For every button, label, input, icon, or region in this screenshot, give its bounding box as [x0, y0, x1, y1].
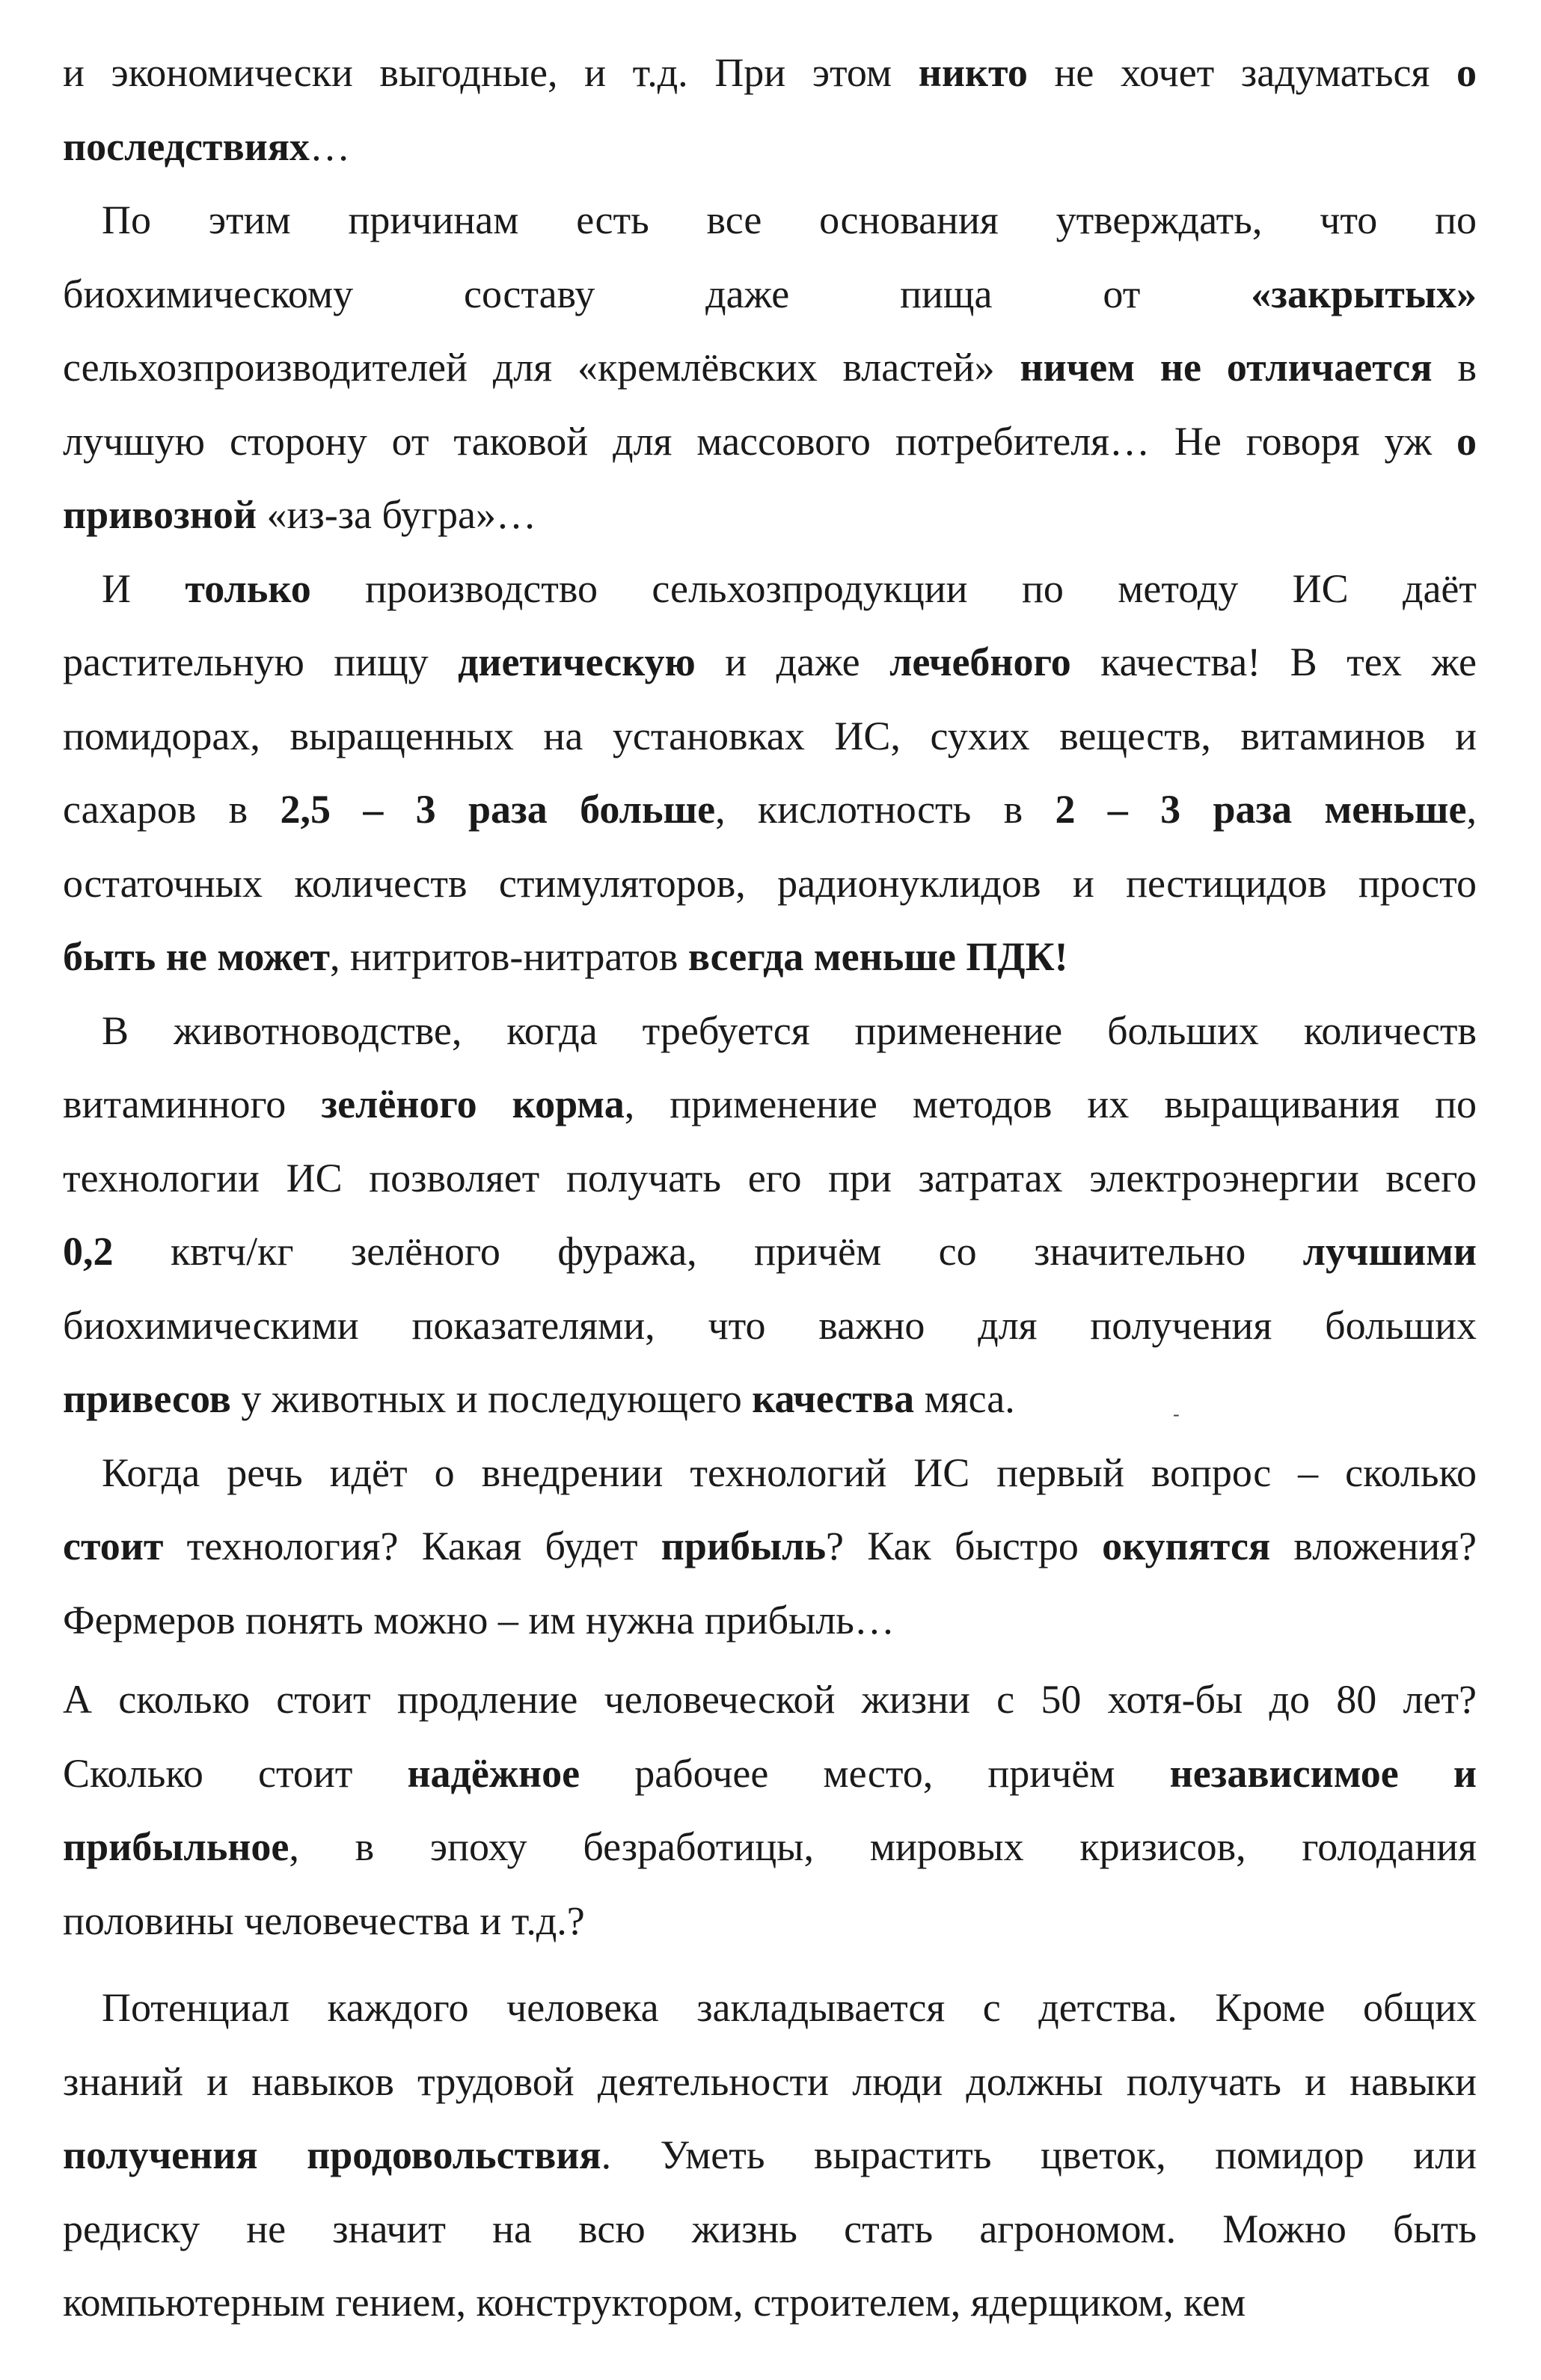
text-run: Сколько стоит [63, 1750, 408, 1796]
text-run: остаточных количеств стимуляторов, радионуклидов и пестицидов просто [63, 860, 1477, 906]
text-run: половины человечества и т.д.? [63, 1898, 585, 1943]
text-run: По этим причинам есть все основания утверждать, что по [102, 197, 1477, 242]
text-line [63, 1289, 1477, 1363]
text-line [63, 920, 1477, 994]
text-run: растительную пищу [63, 640, 459, 684]
bold-run: быть не может [63, 934, 330, 979]
paragraph [63, 36, 1477, 183]
paragraph [63, 1436, 1477, 1657]
text-line [63, 183, 1477, 257]
text-run: В животноводстве, когда требуется применение больших количеств [102, 1007, 1477, 1053]
bold-run: стоит [63, 1524, 164, 1568]
text-line [63, 2266, 1477, 2340]
text-line [63, 1509, 1477, 1583]
text-run: технологии ИС позволяет получать его при затратах электроэнергии всего [63, 1155, 1477, 1200]
text-run: лучшую сторону от таковой для массового потребителя… Не говоря уж [63, 418, 1456, 464]
bold-run: лучшими [1302, 1229, 1477, 1274]
bold-run: ничем не отличается [1020, 345, 1433, 390]
paragraph [63, 994, 1477, 1436]
paragraph [63, 552, 1477, 994]
text-line [63, 36, 1477, 110]
text-run: мяса. [914, 1376, 1015, 1421]
text-line [63, 110, 1477, 184]
text-run: помидорах, выращенных на установках ИС, сухих веществ, витаминов и [63, 713, 1477, 758]
text-run: Фермеров понять можно – им нужна прибыль… [63, 1597, 895, 1643]
text-line [63, 2192, 1477, 2266]
bold-run: 2 – 3 раза меньше [1055, 787, 1467, 832]
bold-run: о [1456, 418, 1477, 464]
bold-run: привесов [63, 1376, 231, 1421]
text-run: у животных и последующего [230, 1376, 753, 1421]
text-run: квтч/кг зелёного фуража, причём со значительно [113, 1229, 1303, 1274]
text-run: и даже [695, 640, 890, 684]
paragraph [63, 1663, 1477, 1957]
text-run: , нитритов-нитратов [330, 934, 688, 979]
text-run: . Уметь вырастить цветок, помидор или [601, 2132, 1477, 2177]
document-page [63, 36, 1477, 2340]
text-run: … [309, 123, 350, 169]
text-run: не хочет задуматься [1027, 50, 1457, 95]
bold-run: никто [918, 50, 1028, 95]
bold-run: качества [752, 1376, 915, 1421]
bold-run: 0,2 [63, 1229, 114, 1274]
text-line [63, 2045, 1477, 2119]
paragraph [63, 183, 1477, 552]
text-run: технология? Какая будет [163, 1524, 661, 1568]
bold-run: последствиях [63, 123, 310, 169]
text-run: биохимическому составу даже пища от [63, 271, 1252, 316]
text-line [63, 1737, 1477, 1811]
text-line [63, 478, 1477, 552]
text-line [63, 1583, 1477, 1657]
bold-run: получения продовольствия [63, 2132, 601, 2177]
text-run: Когда речь идёт о внедрении технологий ИС первый вопрос – сколько [102, 1450, 1477, 1495]
text-line [63, 625, 1477, 699]
text-run: «из-за бугра»… [256, 492, 537, 537]
text-run: рабочее место, причём [580, 1750, 1170, 1796]
text-line [63, 773, 1477, 847]
text-line [63, 1810, 1477, 1884]
bold-run: окупятся [1102, 1524, 1271, 1568]
text-run: , кислотность в [715, 787, 1056, 832]
bold-run: о [1456, 50, 1477, 95]
bold-run: надёжное [407, 1750, 580, 1796]
text-line [63, 1141, 1477, 1215]
text-line [63, 2118, 1477, 2192]
bold-run: зелёного корма [321, 1082, 625, 1126]
text-line [63, 1971, 1477, 2045]
text-line [63, 699, 1477, 773]
text-line [63, 1067, 1477, 1141]
text-line [63, 331, 1477, 405]
text-run: , в эпоху безработицы, мировых кризисов, голодания [289, 1824, 1477, 1869]
text-run: витаминного [63, 1082, 322, 1126]
bold-run: всегда меньше ПДК! [687, 934, 1068, 979]
bold-run: диетическую [458, 640, 696, 684]
text-line [63, 1215, 1477, 1289]
bold-run: привозной [63, 492, 257, 537]
text-run: в [1432, 345, 1477, 390]
text-run: , [1466, 787, 1477, 832]
bold-run: прибыльное [63, 1824, 289, 1869]
text-run: А сколько стоит продление человеческой жизни с 50 хотя-бы до 80 лет? [63, 1677, 1477, 1722]
text-line [63, 552, 1477, 626]
text-run: сахаров в [63, 787, 281, 832]
text-run: качества! В тех же [1070, 640, 1477, 684]
text-run: сельхозпроизводителей для «кремлёвских властей» [63, 345, 1020, 390]
text-line [63, 405, 1477, 479]
bold-run: «закрытых» [1251, 271, 1477, 316]
text-line [63, 847, 1477, 921]
text-line [63, 1884, 1477, 1958]
bold-run: только [185, 565, 311, 611]
text-line [63, 994, 1477, 1068]
text-run: компьютерным гением, конструктором, строителем, ядерщиком, кем [63, 2280, 1246, 2325]
text-run: производство сельхозпродукции по методу ИС даёт [310, 565, 1477, 611]
text-run: редиску не значит на всю жизнь стать агрономом. Можно быть [63, 2206, 1477, 2251]
text-run: , применение методов их выращивания по [624, 1082, 1477, 1126]
text-line [63, 1362, 1477, 1436]
scan-artifact-mark: - [1173, 1403, 1180, 1425]
paragraph [63, 1971, 1477, 2340]
text-line [63, 257, 1477, 331]
bold-run: 2,5 – 3 раза больше [280, 787, 716, 832]
text-run: знаний и навыков трудовой деятельности люди должны получать и навыки [63, 2058, 1477, 2104]
text-run: биохимическими показателями, что важно для получения больших [63, 1302, 1477, 1348]
text-line [63, 1663, 1477, 1737]
text-run: И [102, 565, 186, 611]
text-run: вложения? [1270, 1524, 1477, 1568]
bold-run: прибыль [661, 1524, 827, 1568]
text-run: и экономически выгодные, и т.д. При этом [63, 50, 919, 95]
text-run: ? Как быстро [826, 1524, 1103, 1568]
bold-run: независимое и [1169, 1750, 1477, 1796]
bold-run: лечебного [889, 640, 1071, 684]
text-run: Потенциал каждого человека закладывается с детства. Кроме общих [102, 1985, 1477, 2030]
text-line [63, 1436, 1477, 1510]
